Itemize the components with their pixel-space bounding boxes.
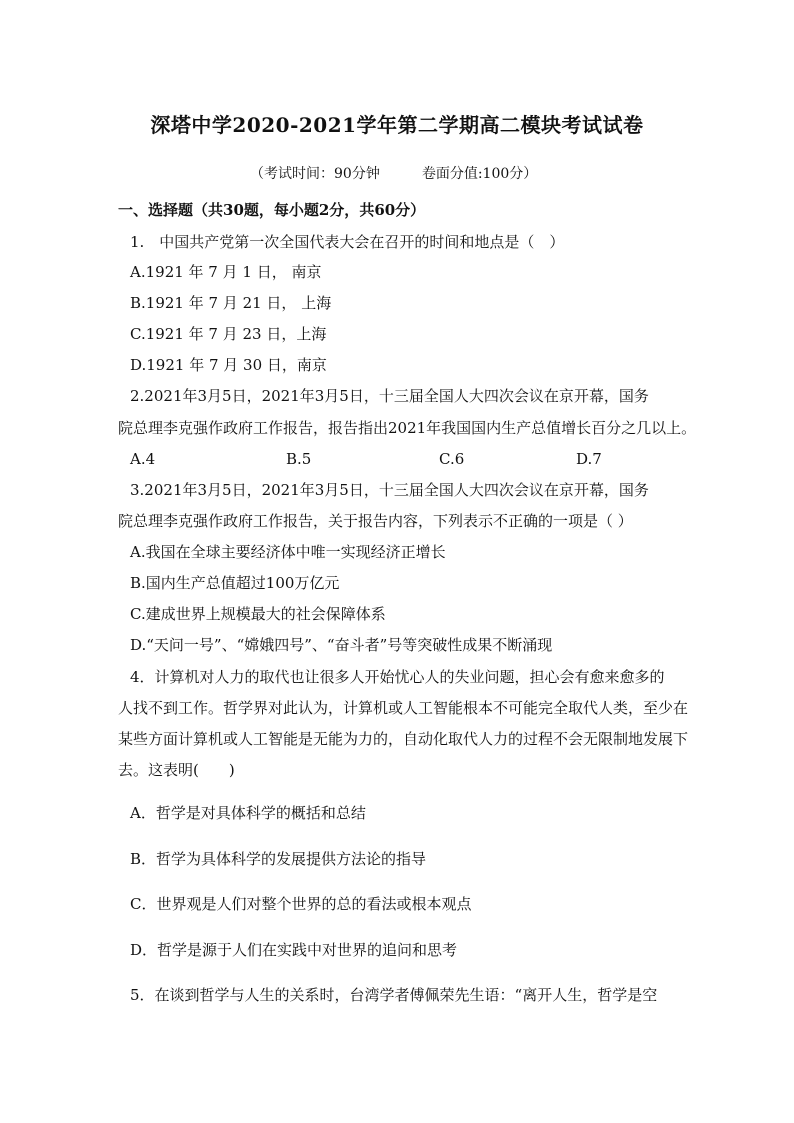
q5-line-1: 5．在谈到哲学与人生的关系时，台湾学者傅佩荣先生语：“离开人生，哲学是空 xyxy=(130,986,658,1004)
section-heading: 一、选择题（共30题，每小题2分，共60分） xyxy=(118,201,426,219)
q4-line-4: 去。这表明( ) xyxy=(118,761,235,779)
q1-stem: 1. 中国共产党第一次全国代表大会在召开的时间和地点是（ ） xyxy=(130,233,565,251)
q1-option-a: A.1921 年 7 月 1 日， 南京 xyxy=(130,263,322,281)
q2-option-b: B.5 xyxy=(286,450,312,468)
q4-option-d: D．哲学是源于人们在实践中对世界的追问和思考 xyxy=(130,941,458,959)
q3-line-1: 3.2021年3月5日，2021年3月5日，十三届全国人大四次会议在京开幕，国务 xyxy=(130,481,649,499)
q1-option-c: C.1921 年 7 月 23 日，上海 xyxy=(130,325,327,343)
q2-line-2: 院总理李克强作政府工作报告，报告指出2021年我国国内生产总值增长百分之几以上。 xyxy=(118,419,697,437)
q4-option-c: C．世界观是人们对整个世界的总的看法或根本观点 xyxy=(130,895,472,913)
q3-option-b: B.国内生产总值超过100万亿元 xyxy=(130,574,340,592)
page-title: 深塔中学2020-2021学年第二学期高二模块考试试卷 xyxy=(150,113,644,137)
q2-option-d: D.7 xyxy=(576,450,602,468)
q4-option-b: B．哲学为具体科学的发展提供方法论的指导 xyxy=(130,850,427,868)
q4-line-1: 4．计算机对人力的取代也让很多人开始忧心人的失业问题，担心会有愈来愈多的 xyxy=(130,668,665,686)
q1-option-d: D.1921 年 7 月 30 日，南京 xyxy=(130,356,327,374)
q4-line-2: 人找不到工作。哲学界对此认为，计算机或人工智能根本不可能完全取代人类，至少在 xyxy=(118,699,689,717)
q2-line-1: 2.2021年3月5日，2021年3月5日，十三届全国人大四次会议在京开幕，国务 xyxy=(130,387,649,405)
q3-option-a: A.我国在全球主要经济体中唯一实现经济正增长 xyxy=(130,543,446,561)
q3-line-2: 院总理李克强作政府工作报告，关于报告内容，下列表示不正确的一项是（ ） xyxy=(118,512,633,530)
q2-option-a: A.4 xyxy=(130,450,156,468)
q3-option-d: D.“天问一号”、“嫦娥四号”、“奋斗者”号等突破性成果不断涌现 xyxy=(130,636,553,654)
q4-option-a: A．哲学是对具体科学的概括和总结 xyxy=(130,804,366,822)
q1-option-b: B.1921 年 7 月 21 日， 上海 xyxy=(130,294,332,312)
exam-info: （考试时间：90分钟 卷面分值:100分） xyxy=(250,166,538,182)
q2-option-c: C.6 xyxy=(439,450,465,468)
q4-line-3: 某些方面计算机或人工智能是无能为力的，自动化取代人力的过程不会无限制地发展下 xyxy=(118,730,689,748)
q3-option-c: C.建成世界上规模最大的社会保障体系 xyxy=(130,605,386,623)
